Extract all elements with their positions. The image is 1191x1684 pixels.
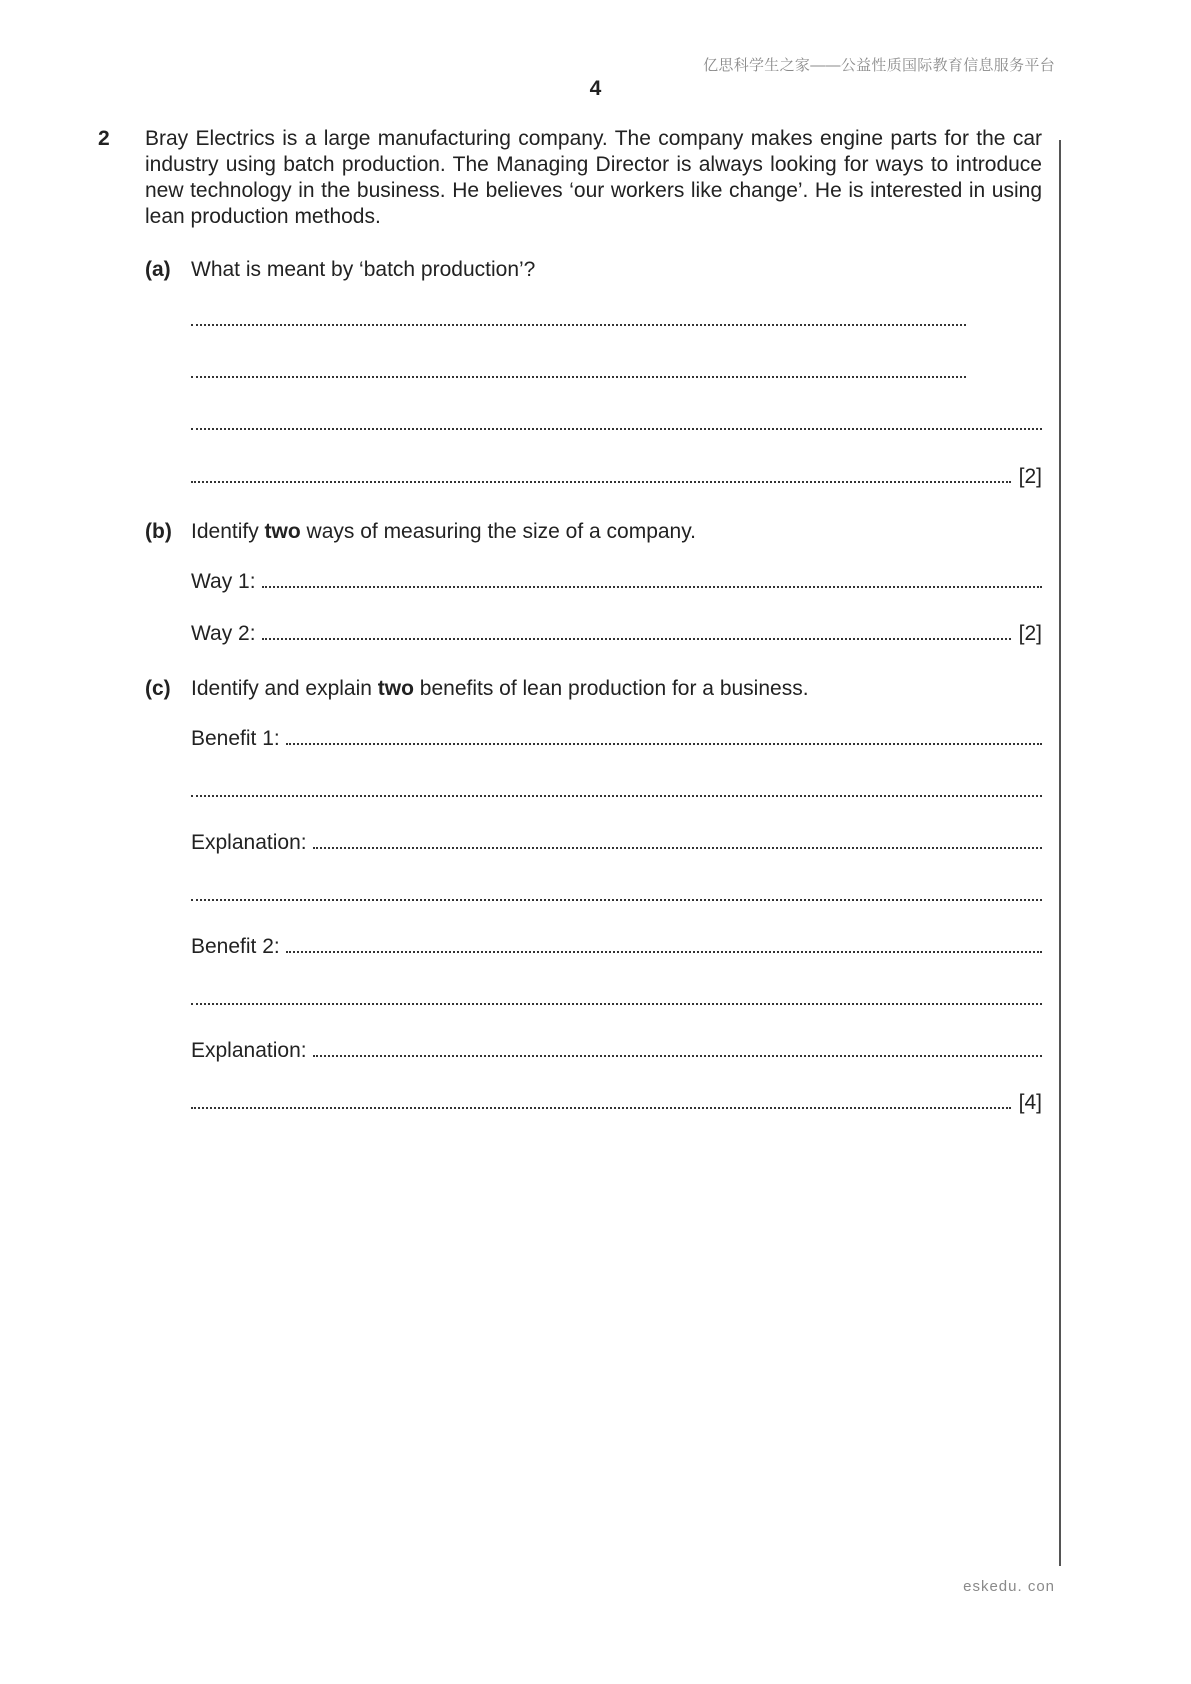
part-a-marks: [2] — [1018, 465, 1042, 488]
benefit2-label: Benefit 2: — [191, 935, 280, 958]
answer-line-a3[interactable] — [191, 410, 1042, 436]
part-c-marks: [4] — [1018, 1091, 1042, 1114]
part-b-question: Identify two ways of measuring the size of a company. — [191, 520, 697, 543]
part-a-label: (a) — [145, 258, 171, 281]
benefit1-label: Benefit 1: — [191, 727, 280, 750]
part-c-label: (c) — [145, 677, 171, 700]
explanation2-label: Explanation: — [191, 1039, 307, 1062]
part-b-marks: [2] — [1018, 622, 1042, 645]
answer-line-explanation1[interactable] — [191, 829, 1042, 855]
part-a-question: What is meant by ‘batch production’? — [191, 258, 536, 281]
answer-line-explanation1-cont[interactable] — [191, 881, 1042, 907]
answer-line-a1[interactable] — [191, 306, 966, 332]
way2-label: Way 2: — [191, 622, 256, 645]
answer-line-benefit1[interactable] — [191, 725, 1042, 751]
explanation1-label: Explanation: — [191, 831, 307, 854]
part-b-label: (b) — [145, 520, 172, 543]
answer-line-a2[interactable] — [191, 358, 966, 384]
answer-line-way2[interactable] — [191, 620, 1042, 646]
header-watermark: 亿思科学生之家——公益性质国际教育信息服务平台 — [703, 57, 1055, 74]
question-number: 2 — [98, 127, 110, 150]
page-number: 4 — [589, 77, 602, 100]
part-c-question: Identify and explain two benefits of lean production for a business. — [191, 677, 809, 700]
way1-label: Way 1: — [191, 570, 256, 593]
answer-line-explanation2[interactable] — [191, 1037, 1042, 1063]
answer-line-a4[interactable] — [191, 463, 1042, 489]
answer-line-benefit2[interactable] — [191, 933, 1042, 959]
answer-line-benefit1-cont[interactable] — [191, 777, 1042, 803]
answer-line-way1[interactable] — [191, 568, 1042, 594]
margin-rule — [1059, 140, 1061, 1566]
answer-line-benefit2-cont[interactable] — [191, 985, 1042, 1011]
question-intro: Bray Electrics is a large manufacturing company. The company makes engine parts for the car industry using batch production. The Managing Director is always looking for ways to introduce new technology in the business. He believes ‘our workers like change’. He is interested in using lean production methods. — [145, 127, 1042, 228]
answer-line-explanation2-cont[interactable] — [191, 1089, 1042, 1115]
footer-watermark: eskedu. con — [963, 1578, 1055, 1595]
